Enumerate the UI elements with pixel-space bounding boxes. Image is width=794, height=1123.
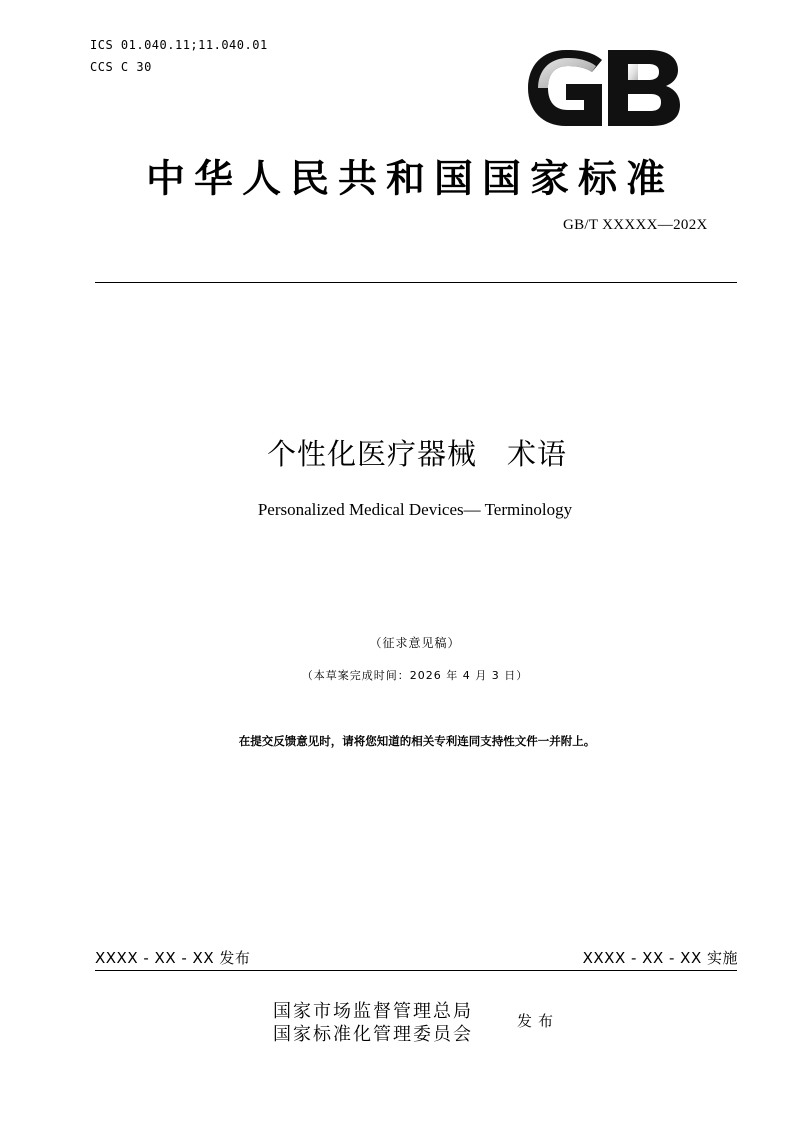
bottom-divider [95,970,737,971]
publish-date: XXXX - XX - XX 发布 [95,949,251,967]
draft-completion-date: （本草案完成时间：2026 年 4 月 3 日） [301,669,529,682]
draft-label: （征求意见稿） [369,636,461,650]
document-title-cn: 个性化医疗器械 术语 [266,437,567,471]
ccs-code: CCS C 30 [90,60,152,74]
implement-date: XXXX - XX - XX 实施 [582,949,738,967]
issuer-samr: 国家市场监督管理总局 [273,1001,473,1021]
issue-label: 发布 [517,1014,560,1030]
top-divider [95,282,737,283]
ics-code: ICS 01.040.11;11.040.01 [90,38,268,52]
patent-notice: 在提交反馈意见时，请将您知道的相关专利连同支持性文件一并附上。 [238,734,596,748]
svg-text:GB: GB [526,46,528,47]
standard-number: GB/T XXXXX—202X [563,217,708,233]
document-title-en: Personalized Medical Devices— Terminology [257,500,573,519]
national-standard-title: 中华人民共和国国家标准 [145,157,674,202]
issuer-sac: 国家标准化管理委员会 [273,1024,473,1044]
gb-logo [526,46,682,130]
